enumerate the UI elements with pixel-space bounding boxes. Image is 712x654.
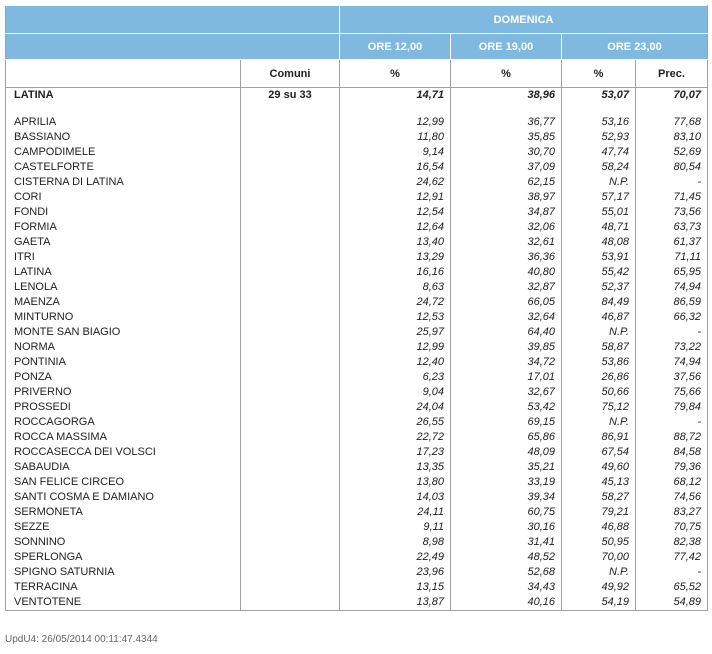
col-header-pct-23: % bbox=[562, 60, 636, 88]
pct-h19: 60,75 bbox=[451, 505, 562, 520]
pct-h19: 32,67 bbox=[451, 385, 562, 400]
pct-h23: 48,71 bbox=[562, 220, 636, 235]
pct-prec: 70,75 bbox=[636, 520, 708, 535]
pct-h23: 57,17 bbox=[562, 190, 636, 205]
header-day-row bbox=[6, 6, 708, 34]
table-row bbox=[6, 385, 708, 400]
pct-h23: 50,95 bbox=[562, 535, 636, 550]
comune-count bbox=[241, 325, 340, 340]
comune-name: ITRI bbox=[6, 250, 241, 265]
comune-count bbox=[241, 235, 340, 250]
pct-h23: 48,08 bbox=[562, 235, 636, 250]
table-row bbox=[6, 475, 708, 490]
table-row bbox=[6, 130, 708, 145]
pct-h19: 17,01 bbox=[451, 370, 562, 385]
comune-count bbox=[241, 355, 340, 370]
comune-name: MAENZA bbox=[6, 295, 241, 310]
col-header-pct-19: % bbox=[451, 60, 562, 88]
pct-h12: 22,72 bbox=[340, 430, 451, 445]
pct-h12: 26,55 bbox=[340, 415, 451, 430]
table-row bbox=[6, 310, 708, 325]
comune-name: PONZA bbox=[6, 370, 241, 385]
table-row bbox=[6, 280, 708, 295]
comune-name: SPIGNO SATURNIA bbox=[6, 565, 241, 580]
comune-name: PROSSEDI bbox=[6, 400, 241, 415]
comune-count bbox=[241, 430, 340, 445]
pct-prec: 37,56 bbox=[636, 370, 708, 385]
pct-h23: 46,87 bbox=[562, 310, 636, 325]
comune-count bbox=[241, 475, 340, 490]
pct-h12: 9,04 bbox=[340, 385, 451, 400]
total-h19: 38,96 bbox=[451, 88, 562, 104]
pct-h23: 67,54 bbox=[562, 445, 636, 460]
header-blank-2 bbox=[6, 34, 340, 60]
pct-h23: 52,93 bbox=[562, 130, 636, 145]
pct-h12: 25,97 bbox=[340, 325, 451, 340]
header-time-19: ORE 19,00 bbox=[451, 34, 562, 60]
total-name: LATINA bbox=[6, 88, 241, 104]
comune-count bbox=[241, 205, 340, 220]
table-row bbox=[6, 220, 708, 235]
comune-count bbox=[241, 130, 340, 145]
comune-name: PRIVERNO bbox=[6, 385, 241, 400]
pct-h12: 17,23 bbox=[340, 445, 451, 460]
pct-prec: 77,68 bbox=[636, 115, 708, 130]
pct-h19: 48,09 bbox=[451, 445, 562, 460]
pct-h23: N.P. bbox=[562, 325, 636, 340]
table-row bbox=[6, 400, 708, 415]
table-row bbox=[6, 115, 708, 130]
pct-h19: 36,77 bbox=[451, 115, 562, 130]
pct-prec: 65,52 bbox=[636, 580, 708, 595]
pct-h12: 12,53 bbox=[340, 310, 451, 325]
pct-h19: 32,87 bbox=[451, 280, 562, 295]
comune-count bbox=[241, 145, 340, 160]
pct-h19: 38,97 bbox=[451, 190, 562, 205]
comune-count bbox=[241, 460, 340, 475]
pct-h23: 84,49 bbox=[562, 295, 636, 310]
pct-h19: 34,87 bbox=[451, 205, 562, 220]
pct-h12: 12,64 bbox=[340, 220, 451, 235]
comune-count bbox=[241, 295, 340, 310]
comune-count bbox=[241, 400, 340, 415]
table-row bbox=[6, 340, 708, 355]
comune-count bbox=[241, 505, 340, 520]
comune-name: APRILIA bbox=[6, 115, 241, 130]
pct-h12: 13,15 bbox=[340, 580, 451, 595]
header-day: DOMENICA bbox=[340, 6, 708, 34]
comune-count bbox=[241, 535, 340, 550]
comune-count bbox=[241, 280, 340, 295]
spacer-row bbox=[6, 103, 708, 115]
comune-name: SONNINO bbox=[6, 535, 241, 550]
comune-name: FONDI bbox=[6, 205, 241, 220]
pct-h19: 40,80 bbox=[451, 265, 562, 280]
table-row bbox=[6, 355, 708, 370]
pct-prec: 79,84 bbox=[636, 400, 708, 415]
pct-prec: 80,54 bbox=[636, 160, 708, 175]
comune-count bbox=[241, 580, 340, 595]
comune-count bbox=[241, 220, 340, 235]
pct-h12: 13,80 bbox=[340, 475, 451, 490]
header-columns-row bbox=[6, 60, 708, 88]
pct-prec: 73,56 bbox=[636, 205, 708, 220]
table-row bbox=[6, 190, 708, 205]
comune-name: ROCCAGORGA bbox=[6, 415, 241, 430]
pct-prec: - bbox=[636, 175, 708, 190]
pct-h12: 6,23 bbox=[340, 370, 451, 385]
pct-prec: 73,22 bbox=[636, 340, 708, 355]
pct-h23: 47,74 bbox=[562, 145, 636, 160]
header-times-row bbox=[6, 34, 708, 60]
pct-h23: 53,86 bbox=[562, 355, 636, 370]
pct-prec: 61,37 bbox=[636, 235, 708, 250]
pct-h23: N.P. bbox=[562, 175, 636, 190]
pct-h12: 14,03 bbox=[340, 490, 451, 505]
table-row bbox=[6, 430, 708, 445]
total-prec: 70,07 bbox=[636, 88, 708, 104]
table-row bbox=[6, 520, 708, 535]
comune-name: LATINA bbox=[6, 265, 241, 280]
table-row bbox=[6, 460, 708, 475]
comune-count bbox=[241, 370, 340, 385]
col-header-comuni: Comuni bbox=[241, 60, 340, 88]
pct-prec: 86,59 bbox=[636, 295, 708, 310]
comune-count bbox=[241, 160, 340, 175]
pct-prec: 68,12 bbox=[636, 475, 708, 490]
pct-prec: 82,38 bbox=[636, 535, 708, 550]
comune-name: ROCCA MASSIMA bbox=[6, 430, 241, 445]
comune-name: NORMA bbox=[6, 340, 241, 355]
comune-name: SANTI COSMA E DAMIANO bbox=[6, 490, 241, 505]
pct-h19: 62,15 bbox=[451, 175, 562, 190]
comune-name: CISTERNA DI LATINA bbox=[6, 175, 241, 190]
pct-h19: 30,70 bbox=[451, 145, 562, 160]
pct-prec: 66,32 bbox=[636, 310, 708, 325]
pct-h19: 34,72 bbox=[451, 355, 562, 370]
pct-prec: 74,56 bbox=[636, 490, 708, 505]
pct-h23: 26,86 bbox=[562, 370, 636, 385]
pct-prec: - bbox=[636, 325, 708, 340]
pct-h19: 30,16 bbox=[451, 520, 562, 535]
header-blank bbox=[6, 6, 340, 34]
table-row bbox=[6, 550, 708, 565]
pct-h23: 45,13 bbox=[562, 475, 636, 490]
col-header-pct-12: % bbox=[340, 60, 451, 88]
pct-h19: 36,36 bbox=[451, 250, 562, 265]
pct-h12: 13,29 bbox=[340, 250, 451, 265]
pct-h19: 53,42 bbox=[451, 400, 562, 415]
pct-h19: 69,15 bbox=[451, 415, 562, 430]
table-row bbox=[6, 490, 708, 505]
pct-prec: 75,66 bbox=[636, 385, 708, 400]
comune-name: FORMIA bbox=[6, 220, 241, 235]
pct-h12: 24,62 bbox=[340, 175, 451, 190]
comune-name: SEZZE bbox=[6, 520, 241, 535]
pct-prec: 83,27 bbox=[636, 505, 708, 520]
pct-h19: 34,43 bbox=[451, 580, 562, 595]
pct-h23: 86,91 bbox=[562, 430, 636, 445]
table-row bbox=[6, 370, 708, 385]
pct-h19: 32,61 bbox=[451, 235, 562, 250]
comune-count bbox=[241, 190, 340, 205]
pct-h23: 53,16 bbox=[562, 115, 636, 130]
pct-h12: 24,11 bbox=[340, 505, 451, 520]
pct-prec: 71,45 bbox=[636, 190, 708, 205]
pct-h12: 8,98 bbox=[340, 535, 451, 550]
pct-h12: 13,35 bbox=[340, 460, 451, 475]
pct-h12: 13,40 bbox=[340, 235, 451, 250]
pct-prec: 88,72 bbox=[636, 430, 708, 445]
pct-h23: 50,66 bbox=[562, 385, 636, 400]
comune-name: MONTE SAN BIAGIO bbox=[6, 325, 241, 340]
pct-h23: N.P. bbox=[562, 565, 636, 580]
pct-h12: 11,80 bbox=[340, 130, 451, 145]
comune-name: PONTINIA bbox=[6, 355, 241, 370]
pct-h23: 55,42 bbox=[562, 265, 636, 280]
pct-h23: N.P. bbox=[562, 415, 636, 430]
comune-name: MINTURNO bbox=[6, 310, 241, 325]
table-row bbox=[6, 535, 708, 550]
comune-count bbox=[241, 445, 340, 460]
table-row bbox=[6, 415, 708, 430]
pct-h23: 49,92 bbox=[562, 580, 636, 595]
pct-h23: 52,37 bbox=[562, 280, 636, 295]
table-row bbox=[6, 445, 708, 460]
table-row bbox=[6, 295, 708, 310]
comune-name: ROCCASECCA DEI VOLSCI bbox=[6, 445, 241, 460]
pct-h19: 64,40 bbox=[451, 325, 562, 340]
pct-h12: 12,99 bbox=[340, 340, 451, 355]
comune-name: SABAUDIA bbox=[6, 460, 241, 475]
comune-count bbox=[241, 385, 340, 400]
pct-h23: 58,87 bbox=[562, 340, 636, 355]
pct-h19: 39,85 bbox=[451, 340, 562, 355]
pct-h19: 33,19 bbox=[451, 475, 562, 490]
pct-prec: 79,36 bbox=[636, 460, 708, 475]
pct-h23: 46,88 bbox=[562, 520, 636, 535]
comune-name: CORI bbox=[6, 190, 241, 205]
header-time-23: ORE 23,00 bbox=[562, 34, 708, 60]
pct-h19: 40,16 bbox=[451, 595, 562, 611]
pct-h12: 12,40 bbox=[340, 355, 451, 370]
pct-h23: 79,21 bbox=[562, 505, 636, 520]
comune-name: CASTELFORTE bbox=[6, 160, 241, 175]
pct-h23: 70,00 bbox=[562, 550, 636, 565]
pct-prec: 71,11 bbox=[636, 250, 708, 265]
comune-count bbox=[241, 175, 340, 190]
comune-count bbox=[241, 520, 340, 535]
pct-h19: 65,86 bbox=[451, 430, 562, 445]
pct-prec: 52,69 bbox=[636, 145, 708, 160]
comune-count bbox=[241, 340, 340, 355]
comune-count bbox=[241, 250, 340, 265]
pct-prec: 65,95 bbox=[636, 265, 708, 280]
comune-name: TERRACINA bbox=[6, 580, 241, 595]
pct-h12: 16,16 bbox=[340, 265, 451, 280]
pct-h12: 8,63 bbox=[340, 280, 451, 295]
table-row bbox=[6, 580, 708, 595]
pct-h12: 12,54 bbox=[340, 205, 451, 220]
pct-h19: 35,85 bbox=[451, 130, 562, 145]
table-row bbox=[6, 145, 708, 160]
pct-prec: 74,94 bbox=[636, 280, 708, 295]
comune-name: SAN FELICE CIRCEO bbox=[6, 475, 241, 490]
table-row bbox=[6, 565, 708, 580]
table-row bbox=[6, 505, 708, 520]
pct-h12: 22,49 bbox=[340, 550, 451, 565]
comune-count bbox=[241, 415, 340, 430]
pct-h12: 9,14 bbox=[340, 145, 451, 160]
comune-name: LENOLA bbox=[6, 280, 241, 295]
pct-h12: 12,91 bbox=[340, 190, 451, 205]
comune-name: BASSIANO bbox=[6, 130, 241, 145]
table-row bbox=[6, 175, 708, 190]
pct-prec: 84,58 bbox=[636, 445, 708, 460]
total-h12: 14,71 bbox=[340, 88, 451, 104]
pct-prec: - bbox=[636, 565, 708, 580]
pct-h19: 32,06 bbox=[451, 220, 562, 235]
pct-prec: 83,10 bbox=[636, 130, 708, 145]
comune-name: SPERLONGA bbox=[6, 550, 241, 565]
comune-name: GAETA bbox=[6, 235, 241, 250]
pct-h19: 32,64 bbox=[451, 310, 562, 325]
col-header-prec: Prec. bbox=[636, 60, 708, 88]
comune-count bbox=[241, 265, 340, 280]
turnout-table bbox=[5, 5, 708, 611]
pct-h23: 58,24 bbox=[562, 160, 636, 175]
pct-h12: 23,96 bbox=[340, 565, 451, 580]
pct-h19: 52,68 bbox=[451, 565, 562, 580]
table-row bbox=[6, 250, 708, 265]
table-row bbox=[6, 325, 708, 340]
pct-h12: 9,11 bbox=[340, 520, 451, 535]
comune-name: VENTOTENE bbox=[6, 595, 241, 611]
comune-count bbox=[241, 595, 340, 611]
pct-h19: 31,41 bbox=[451, 535, 562, 550]
pct-h23: 58,27 bbox=[562, 490, 636, 505]
update-timestamp: UpdU4: 26/05/2014 00:11:47.4344 bbox=[5, 634, 158, 645]
table-row bbox=[6, 265, 708, 280]
pct-h23: 75,12 bbox=[562, 400, 636, 415]
total-row bbox=[6, 88, 708, 104]
header-time-12: ORE 12,00 bbox=[340, 34, 451, 60]
pct-prec: 63,73 bbox=[636, 220, 708, 235]
pct-prec: 54,89 bbox=[636, 595, 708, 611]
pct-prec: - bbox=[636, 415, 708, 430]
pct-h23: 49,60 bbox=[562, 460, 636, 475]
pct-h12: 24,72 bbox=[340, 295, 451, 310]
pct-h12: 24,04 bbox=[340, 400, 451, 415]
pct-h12: 16,54 bbox=[340, 160, 451, 175]
table-row bbox=[6, 160, 708, 175]
table-row bbox=[6, 595, 708, 611]
pct-h23: 53,91 bbox=[562, 250, 636, 265]
col-header-name bbox=[6, 60, 241, 88]
pct-h19: 35,21 bbox=[451, 460, 562, 475]
comune-name: CAMPODIMELE bbox=[6, 145, 241, 160]
pct-h12: 12,99 bbox=[340, 115, 451, 130]
pct-h23: 55,01 bbox=[562, 205, 636, 220]
table-row bbox=[6, 205, 708, 220]
pct-prec: 77,42 bbox=[636, 550, 708, 565]
pct-h12: 13,87 bbox=[340, 595, 451, 611]
total-comuni: 29 su 33 bbox=[241, 88, 340, 104]
comune-name: SERMONETA bbox=[6, 505, 241, 520]
pct-h19: 66,05 bbox=[451, 295, 562, 310]
table-row bbox=[6, 235, 708, 250]
pct-h19: 39,34 bbox=[451, 490, 562, 505]
comune-count bbox=[241, 310, 340, 325]
comune-count bbox=[241, 565, 340, 580]
pct-h19: 37,09 bbox=[451, 160, 562, 175]
pct-h23: 54,19 bbox=[562, 595, 636, 611]
total-h23: 53,07 bbox=[562, 88, 636, 104]
comune-count bbox=[241, 550, 340, 565]
comune-count bbox=[241, 490, 340, 505]
pct-h19: 48,52 bbox=[451, 550, 562, 565]
pct-prec: 74,94 bbox=[636, 355, 708, 370]
comune-count bbox=[241, 115, 340, 130]
